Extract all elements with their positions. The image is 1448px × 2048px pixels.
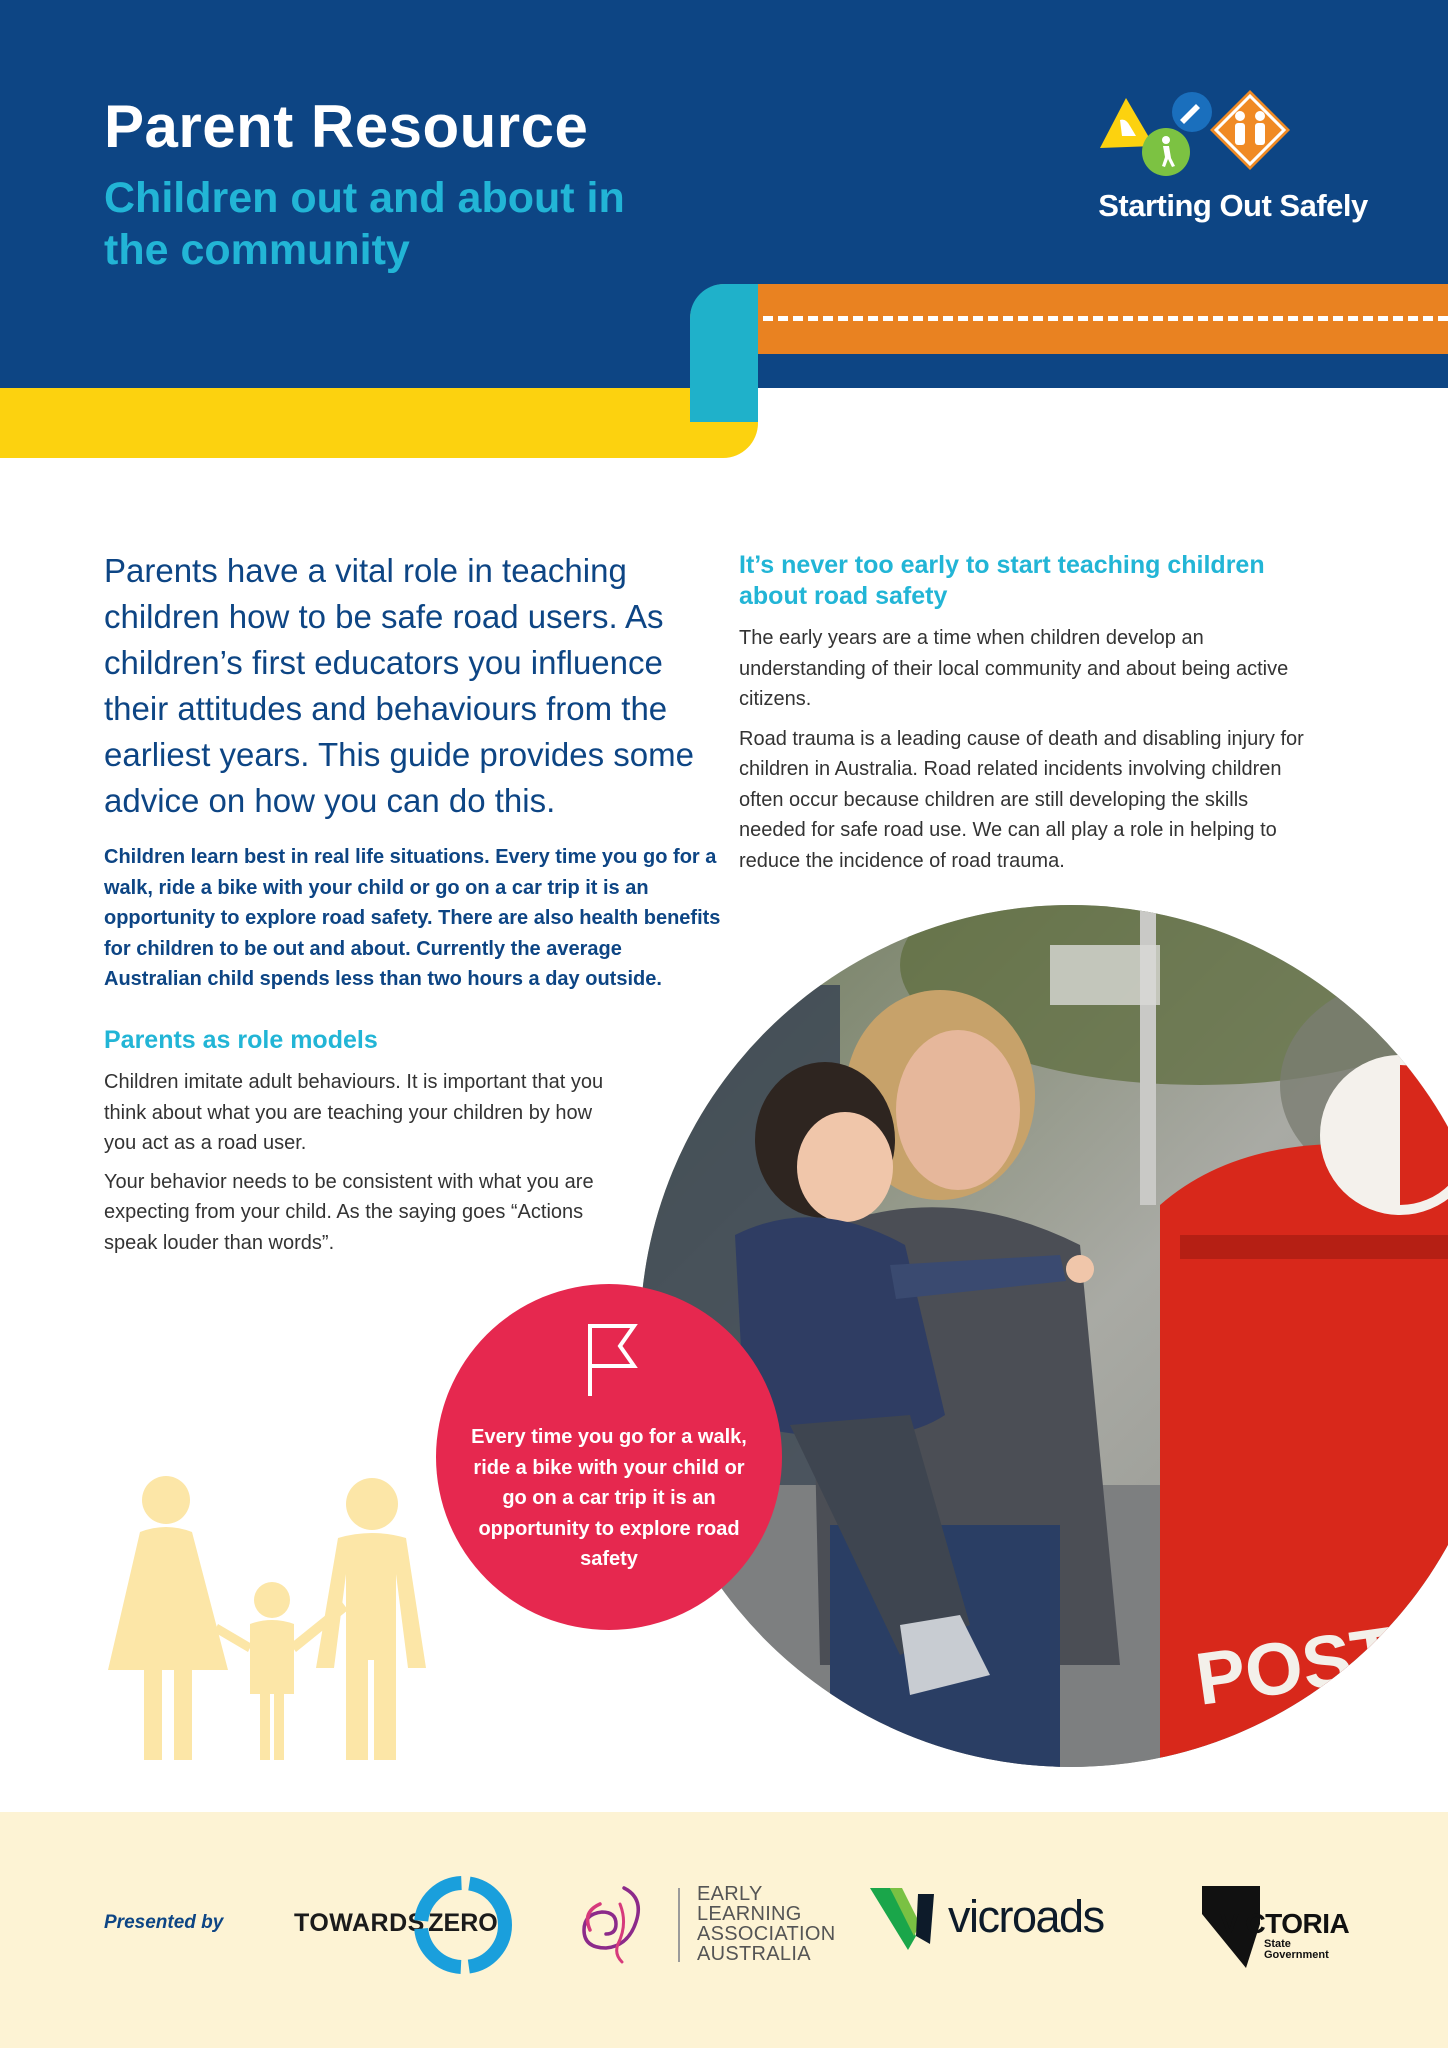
ela-divider — [678, 1888, 680, 1962]
ela-logo-text — [697, 1884, 836, 1964]
logo-wordmark: Starting Out Safely — [1098, 188, 1368, 223]
role-models-body — [104, 1067, 624, 1266]
page-title: Parent Resource — [104, 93, 589, 160]
role-models-paragraph: Children imitate adult behaviours. It is important that you think about what you are teaching your children by how you act as a road user. — [104, 1071, 604, 1154]
victoria-logo-text: VICTORIA — [1220, 1908, 1350, 1939]
ela-swirl-icon — [580, 1882, 650, 1964]
road-graphic-yellow — [0, 388, 758, 458]
callout-bubble — [436, 1284, 782, 1630]
ela-line: EARLY — [697, 1883, 763, 1905]
parent-child-photo — [640, 905, 1448, 1767]
never-too-early-heading: It’s never too early to start teaching children about road safety — [739, 551, 1265, 610]
family-sign-icon — [1210, 90, 1290, 170]
victoria-sub-line: Government — [1264, 1949, 1329, 1961]
page-subtitle: Children out and about in the community — [104, 174, 625, 274]
ela-line: ASSOCIATION — [697, 1923, 836, 1945]
vicroads-logo-text: vicroads — [948, 1891, 1104, 1942]
never-too-early-paragraph: The early years are a time when children develop an understanding of their local community and about being active citizens. — [739, 627, 1289, 710]
never-too-early-paragraph: Road trauma is a leading cause of death and disabling injury for children in Australia. Road related incidents involving children often occur because children are still developing the skills needed for safe road use. We can all play a role in helping to reduce the incidence of road trauma. — [739, 727, 1304, 872]
road-graphic-dashes — [748, 316, 1448, 321]
family-icon — [100, 1474, 444, 1764]
presented-by-label: Presented by — [104, 1912, 224, 1933]
towards-zero-zero-text: ZERO — [428, 1909, 498, 1937]
ela-line: AUSTRALIA — [697, 1943, 811, 1965]
victoria-state-government-text — [1264, 1939, 1329, 1961]
lead-paragraph: Parents have a vital role in teaching children how to be safe road users. As children’s first educators you influence their attitudes and behaviours from the earliest years. This guide provides some advice on how you can do this. — [104, 552, 695, 819]
intro-paragraph: Children learn best in real life situations. Every time you go for a walk, ride a bike with your child or go on a car trip it is an opportunity to explore road safety. There are also health benefits for children to be out and about. Currently the average Australian child spends less than two hours a day outside. — [104, 846, 721, 990]
callout-text: Every time you go for a walk, ride a bike with your child or go on a car trip it is an opportunity to explore road safety — [471, 1426, 747, 1570]
post-box-label: POST — [1190, 1610, 1402, 1721]
never-too-early-body — [739, 623, 1319, 885]
role-models-paragraph: Your behavior needs to be consistent with what you are expecting from your child. As the saying goes “Actions speak louder than words”. — [104, 1170, 594, 1254]
ela-line: LEARNING — [697, 1903, 802, 1925]
towards-zero-logo-text: TOWARDS — [294, 1909, 425, 1937]
road-graphic-cyan-bottom — [690, 388, 758, 422]
flag-icon — [582, 1322, 640, 1398]
victoria-sub-line: State — [1264, 1938, 1291, 1950]
vicroads-mark-icon — [868, 1884, 948, 1954]
role-models-heading: Parents as role models — [104, 1026, 378, 1054]
